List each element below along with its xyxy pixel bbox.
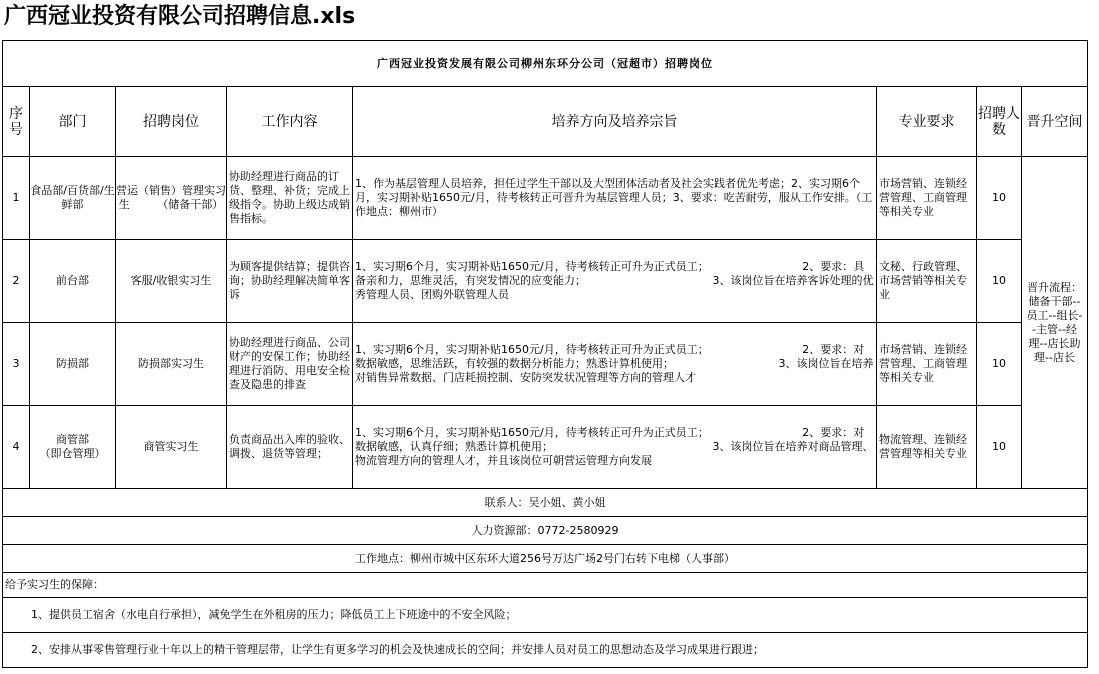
row-position: 客服/收银实习生	[116, 240, 227, 323]
header-training: 培养方向及培养宗旨	[353, 87, 877, 157]
row-position: 商管实习生	[116, 406, 227, 489]
row-work: 为顾客提供结算；提供咨询；协助经理解决简单客诉	[227, 240, 353, 323]
row-count: 10	[977, 406, 1022, 489]
guarantee-item: 2、安排从事零售管理行业十年以上的精干管理层带，让学生有更多学习的机会及快速成长的空间；并安排人员对员工的思想动态及学习成果进行跟进；	[3, 633, 1088, 668]
row-position: 防损部实习生	[116, 323, 227, 406]
row-seq: 3	[3, 323, 30, 406]
row-count: 10	[977, 323, 1022, 406]
row-major: 物流管理、连锁经营管理等相关专业	[877, 406, 977, 489]
row-dept: 食品部/百货部/生鲜部	[30, 157, 116, 240]
row-position: 营运（销售）管理实习生 （储备干部）	[116, 157, 227, 240]
row-training: 1、实习期6个月，实习期补贴1650元/月，待考核转正可升为正式员工； 2、要求：具备亲和力，思维灵活，有突发情况的应变能力； 3、该岗位旨在培养客诉处理的优秀管理人员、团购外联管理人员	[353, 240, 877, 323]
guarantee-row	[3, 598, 1088, 633]
hr-phone: 人力资源部：0772-2580929	[3, 517, 1088, 545]
guarantee-title-row	[3, 573, 1088, 598]
row-training: 1、作为基层管理人员培养，担任过学生干部以及大型团体活动者及社会实践者优先考虑；2、实习期6个月，实习期补贴1650元/月，待考核转正可晋升为基层管理人员；3、要求：吃苦耐劳，服从工作安排。（工作地点：柳州市）	[353, 157, 877, 240]
header-seq: 序号	[3, 87, 30, 157]
file-title: 广西冠业投资有限公司招聘信息.xls	[4, 4, 356, 29]
recruitment-table	[2, 40, 1088, 668]
row-seq: 4	[3, 406, 30, 489]
row-major: 文秘、行政管理、市场营销等相关专业	[877, 240, 977, 323]
table-row	[3, 406, 1088, 489]
header-position: 招聘岗位	[116, 87, 227, 157]
table-row	[3, 323, 1088, 406]
contact-person: 联系人：吴小姐、黄小姐	[3, 489, 1088, 517]
table-row	[3, 157, 1088, 240]
header-major: 专业要求	[877, 87, 977, 157]
header-promotion: 晋升空间	[1022, 87, 1088, 157]
row-training: 1、实习期6个月，实习期补贴1650元/月，待考核转正可升为正式员工； 2、要求：对数据敏感，认真仔细；熟悉计算机使用； 3、该岗位旨在培养对商品管理、物流管理方向的管理人才，并且该岗位可朝营运管理方向发展	[353, 406, 877, 489]
row-dept: 前台部	[30, 240, 116, 323]
row-count: 10	[977, 157, 1022, 240]
address-row	[3, 545, 1088, 573]
row-dept: 商管部 （即仓管理）	[30, 406, 116, 489]
row-count: 10	[977, 240, 1022, 323]
row-training: 1、实习期6个月，实习期补贴1650元/月，待考核转正可升为正式员工； 2、要求：对数据敏感，思维活跃，有较强的数据分析能力；熟悉计算机使用； 3、该岗位旨在培养对销售异常数据、门店耗损控制、安防突发状况管理等方向的管理人才	[353, 323, 877, 406]
header-count: 招聘人数	[977, 87, 1022, 157]
header-dept: 部门	[30, 87, 116, 157]
promotion-path: 晋升流程：储备干部--员工--组长--主管--经理--店长助理--店长	[1022, 157, 1088, 489]
header-work: 工作内容	[227, 87, 353, 157]
guarantee-row	[3, 633, 1088, 668]
header-row	[3, 87, 1088, 157]
table-title: 广西冠业投资发展有限公司柳州东环分公司（冠超市）招聘岗位	[3, 41, 1088, 87]
row-work: 协助经理进行商品的订货、整理、补货；完成上级指令。协助上级达成销售指标。	[227, 157, 353, 240]
row-seq: 1	[3, 157, 30, 240]
table-row	[3, 240, 1088, 323]
row-work: 负责商品出入库的验收、调拨、退货等管理；	[227, 406, 353, 489]
hr-row	[3, 517, 1088, 545]
row-work: 协助经理进行商品、公司财产的安保工作；协助经理进行消防、用电安全检查及隐患的排查	[227, 323, 353, 406]
row-dept: 防损部	[30, 323, 116, 406]
row-major: 市场营销、连锁经营管理、工商管理等相关专业	[877, 323, 977, 406]
guarantee-title: 给予实习生的保障：	[3, 573, 1088, 598]
guarantee-item: 1、提供员工宿舍（水电自行承担），减免学生在外租房的压力；降低员工上下班途中的不安全风险；	[3, 598, 1088, 633]
work-address: 工作地点：柳州市城中区东环大道256号万达广场2号门右转下电梯（人事部）	[3, 545, 1088, 573]
contact-row	[3, 489, 1088, 517]
row-seq: 2	[3, 240, 30, 323]
row-major: 市场营销、连锁经营管理、工商管理等相关专业	[877, 157, 977, 240]
